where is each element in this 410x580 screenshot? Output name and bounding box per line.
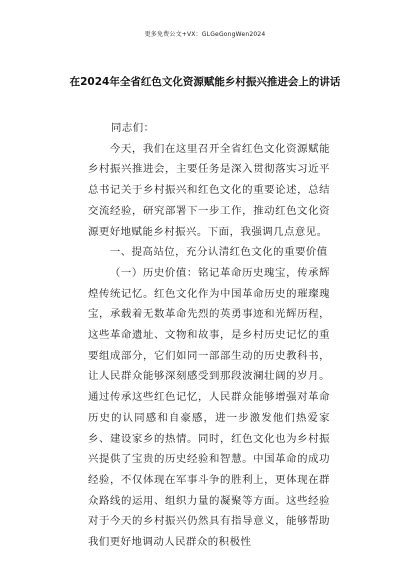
section-heading: 一、提高站位，充分认清红色文化的重要价值 xyxy=(109,246,328,259)
salutation: 同志们： xyxy=(111,122,155,134)
document-title: 在2024年全省红色文化资源赋能乡村振兴推进会上的讲话 xyxy=(69,76,341,88)
paragraph-history-value: （一）历史价值：铭记革命历史瑰宝，传承辉煌传统记忆。红色文化作为中国革命历史的璀璨瑰宝，承载着无数革命先烈的英勇事迹和光辉历程，这些革命遗址、文物和故事，是乡村历史记忆的重要组成部分，它们如同一部部生动的历史教科书，让人民群众能够深刻感受到那段波澜壮阔的岁月。通过传承这些红色记忆，人民群众能够增强对革命历史的认同感和自豪感，进一步激发他们热爱家乡、建设家乡的热情。同时，红色文化也为乡村振兴提供了宝贵的历史经验和智慧。中国革命的成功经验，不仅体现在军事斗争的胜利上，更体现在群众路线的运用、组织力量的凝聚等方面。这些经验对于今天的乡村振兴仍然具有指导意义，能够帮助我们更好地调动人民群众的积极性 xyxy=(88,266,330,549)
header-note: 更多免费公文+VX：GLGeGongWen2024 xyxy=(144,31,266,38)
document-body xyxy=(88,118,330,553)
paragraph-intro: 今天，我们在这里召开全省红色文化资源赋能乡村振兴推进会，主要任务是深入贯彻落实习近平总书记关于乡村振兴和红色文化的重要论述，总结交流经验，研究部署下一步工作，推动红色文化资源更好地赋能乡村振兴。下面，我强调几点意见。 xyxy=(88,142,330,238)
